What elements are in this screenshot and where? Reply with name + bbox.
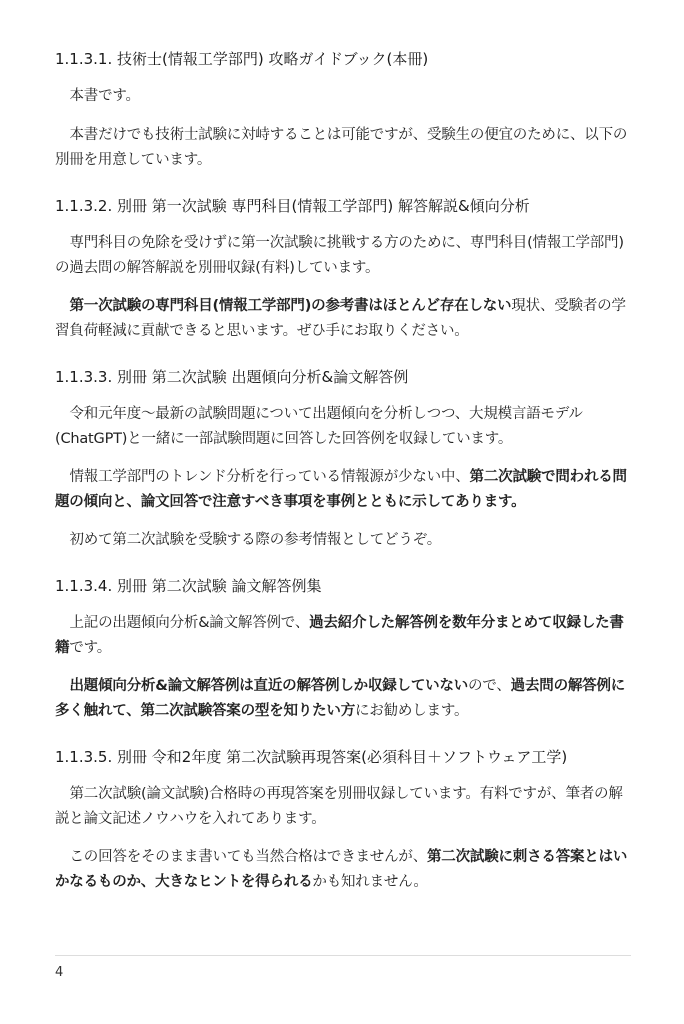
section-heading: 1.1.3.2. 別冊 第一次試験 専門科目(情報工学部門) 解答解説&傾向分析 (55, 197, 530, 215)
page-number: 4 (55, 965, 64, 980)
text-run: 現状、受験者の学習負荷軽減に貢献できると思います。ぜひ手にお取りください。 (55, 298, 626, 339)
text-run: です。 (69, 640, 112, 656)
section (55, 195, 633, 344)
section-heading: 1.1.3.3. 別冊 第二次試験 出題傾向分析&論文解答例 (55, 368, 409, 386)
text-run: 上記の出題傾向分析&論文解答例で、 (69, 615, 310, 631)
paragraph (55, 294, 633, 344)
emphasized-text: 第二次試験で問われる問題の傾向と、論文回答で注意すべき事項を事例とともに示してあります。 (55, 469, 627, 510)
text-run: かも知れません。 (312, 874, 428, 890)
paragraph (55, 845, 633, 895)
text-run: にお勧めします。 (355, 703, 469, 719)
emphasized-text: 過去紹介した解答例を数年分まとめて収録した書籍 (55, 615, 624, 656)
text-run: 令和元年度〜最新の試験問題について出題傾向を分析しつつ、大規模言語モデル(ChatGPT)と一緒に一部試験問題に回答した回答例を収録しています。 (55, 406, 583, 447)
paragraph (55, 611, 633, 661)
section-heading: 1.1.3.5. 別冊 令和2年度 第二次試験再現答案(必須科目＋ソフトウェア工学) (55, 748, 568, 766)
section (55, 746, 633, 895)
text-run: 本書だけでも技術士試験に対峙することは可能ですが、受験生の便宜のために、以下の別冊を用意しています。 (55, 127, 628, 168)
text-run: ので、 (468, 678, 511, 694)
text-run: 初めて第二次試験を受験する際の参考情報としてどうぞ。 (69, 532, 442, 548)
section (55, 366, 633, 553)
emphasized-text: 出題傾向分析&論文解答例は直近の解答例しか収録していない (69, 678, 469, 694)
section (55, 575, 633, 724)
text-run: 第二次試験(論文試験)合格時の再現答案を別冊収録しています。有料ですが、筆者の解説と論文記述ノウハウを入れてあります。 (55, 786, 623, 827)
paragraph (55, 84, 633, 109)
paragraph (55, 123, 633, 173)
text-run: 本書です。 (69, 88, 140, 104)
paragraph (55, 528, 633, 553)
section-heading: 1.1.3.4. 別冊 第二次試験 論文解答例集 (55, 577, 322, 595)
footer-divider (55, 955, 631, 956)
text-run: この回答をそのまま書いても当然合格はできませんが、 (69, 849, 427, 865)
emphasized-text: 第二次試験に刺さる答案とはいかなるものか、大きなヒントを得られる (55, 849, 628, 890)
paragraph (55, 782, 633, 832)
paragraph (55, 402, 633, 452)
text-run: 専門科目の免除を受けずに第一次試験に挑戦する方のために、専門科目(情報工学部門)の過去問の解答解説を別冊収録(有料)しています。 (55, 235, 624, 276)
emphasized-text: 第一次試験の専門科目(情報工学部門)の参考書はほとんど存在しない (69, 298, 512, 314)
paragraph (55, 465, 633, 515)
emphasized-text: 過去問の解答例に多く触れて、第二次試験答案の型を知りたい方 (55, 678, 626, 719)
section-heading: 1.1.3.1. 技術士(情報工学部門) 攻略ガイドブック(本冊) (55, 50, 429, 68)
section (55, 48, 633, 173)
text-run: 情報工学部門のトレンド分析を行っている情報源が少ない中、 (69, 469, 470, 485)
document-page (55, 48, 633, 917)
paragraph (55, 674, 633, 724)
paragraph (55, 231, 633, 281)
